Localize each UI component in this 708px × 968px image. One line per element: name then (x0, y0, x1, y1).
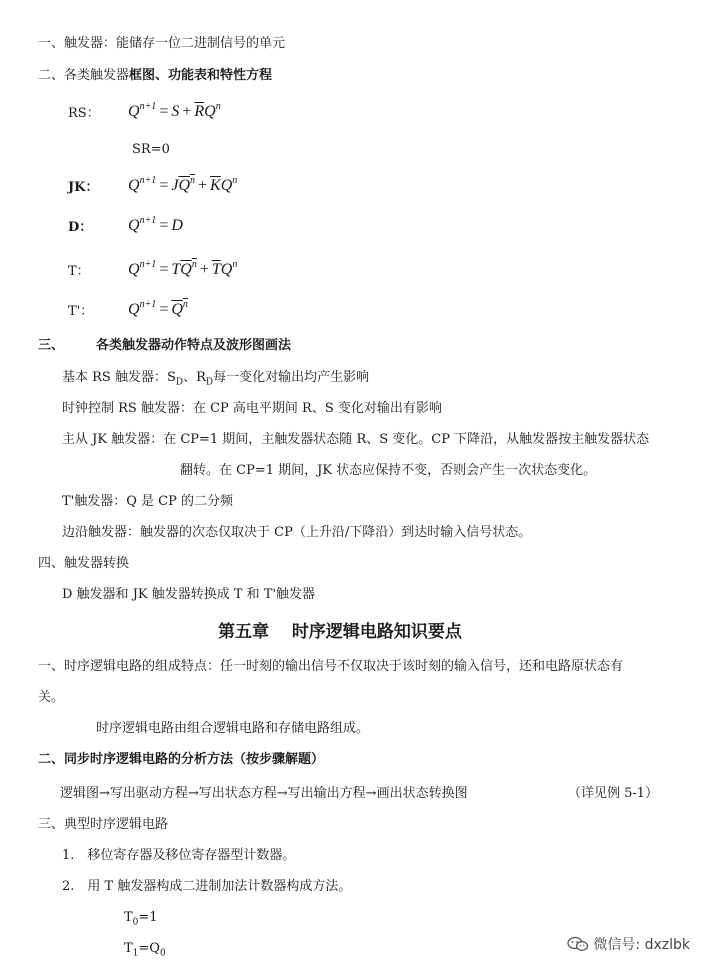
d-equation (128, 216, 183, 236)
basic-rs-mid: 、R (183, 370, 206, 385)
watermark (567, 934, 690, 954)
subscript: 0 (159, 948, 166, 959)
q-symbol: Q (128, 301, 140, 318)
section-3-heading: 各类触发器动作特点及波形图画法 (96, 338, 292, 353)
superscript: n (191, 259, 197, 270)
superscript: n+1 (139, 175, 157, 186)
t-bar-symbol: $\overline{T}$ (211, 261, 221, 278)
t0-value: =1 (138, 910, 158, 925)
t-symbol: T (124, 941, 133, 956)
list-item: 1. 移位寄存器及移位寄存器型计数器。 (62, 848, 296, 863)
section-4-heading: 四、触发器转换 (38, 556, 130, 571)
t-symbol: T (171, 261, 181, 278)
t-label: T： (68, 264, 90, 279)
r-bar-symbol: $\overline{R}$ (194, 103, 205, 120)
superscript: n+1 (139, 215, 157, 226)
plus-sign: + (199, 261, 209, 278)
d-symbol: D (171, 217, 183, 234)
q-symbol: Q (220, 261, 233, 278)
master-slave-jk-text: 主从 JK 触发器：在 CP=1 期间，主触发器状态随 R、S 变化。CP 下降沿，从触发器按主触发器状态 (62, 432, 650, 447)
superscript: n (232, 259, 238, 270)
conversion-text: D 触发器和 JK 触发器转换成 T 和 T'触发器 (62, 587, 316, 602)
t0-equation (124, 910, 158, 931)
d-label: D： (68, 220, 93, 235)
chapter-section-3: 三、典型时序逻辑电路 (38, 817, 169, 832)
jk-label: JK： (68, 180, 99, 195)
watermark-text: 微信号: dxzlbk (593, 937, 690, 953)
superscript: n+1 (139, 101, 157, 112)
master-slave-jk-text-cont: 翻转。在 CP=1 期间，JK 状态应保持不变，否则会产生一次状态变化。 (180, 463, 597, 478)
equals-sign: = (159, 103, 169, 120)
chapter-section-1-note: 时序逻辑电路由组合逻辑电路和存储电路组成。 (96, 721, 370, 736)
q-symbol: Q (128, 103, 140, 120)
example-ref: （详见例 5-1） (568, 786, 659, 801)
superscript: n (232, 175, 238, 186)
q-bar-term (180, 261, 197, 278)
t-prime-equation (128, 300, 188, 320)
q-symbol: Q (180, 261, 192, 278)
sr-constraint: SR=0 (132, 142, 170, 157)
q-symbol: Q (128, 261, 140, 278)
q-symbol: Q (220, 177, 233, 194)
q-symbol: Q (171, 301, 183, 318)
section-1-heading: 一、触发器：能储存一位二进制信号的单元 (38, 36, 286, 51)
s-symbol: S (171, 103, 180, 120)
q-symbol: Q (128, 177, 140, 194)
subscript: 1 (132, 948, 139, 959)
clocked-rs-text: 时钟控制 RS 触发器：在 CP 高电平期间 R、S 变化对输出有影响 (62, 401, 442, 416)
t1-equation (124, 941, 166, 962)
superscript: n (182, 299, 188, 310)
t1-value: =Q (138, 941, 160, 956)
basic-rs-suffix: 每一变化对输出均产生影响 (213, 370, 370, 385)
basic-rs-prefix: 基本 RS 触发器：S (62, 370, 176, 385)
q-bar-term (171, 301, 188, 318)
section-2-bold: 框图、功能表和特性方程 (129, 68, 273, 83)
analysis-steps: 逻辑图→写出驱动方程→写出状态方程→写出输出方程→画出状态转换图 (60, 786, 468, 801)
equals-sign: = (159, 217, 169, 234)
basic-rs-text (62, 370, 369, 391)
k-bar-symbol: $\overline{K}$ (210, 177, 221, 194)
section-2-prefix: 二、各类触发器 (38, 68, 130, 83)
equals-sign: = (159, 177, 169, 194)
rs-label: RS： (68, 106, 100, 121)
edge-trigger-text: 边沿触发器：触发器的次态仅取决于 CP（上升沿/下降沿）到达时输入信号状态。 (62, 525, 532, 540)
list-item: 2. 用 T 触发器构成二进制加法计数器构成方法。 (62, 879, 352, 894)
j-symbol: J (171, 177, 179, 194)
equals-sign: = (159, 261, 169, 278)
t-symbol: T (124, 910, 133, 925)
subscript-d: D (175, 377, 184, 388)
superscript: n (215, 101, 221, 112)
equals-sign: = (159, 301, 169, 318)
q-symbol: Q (204, 103, 216, 120)
t-prime-label: T'： (68, 304, 94, 319)
q-symbol: Q (178, 177, 191, 194)
chapter-section-1-cont: 关。 (38, 690, 65, 705)
q-symbol: Q (128, 217, 140, 234)
chapter-title: 第五章 时序逻辑电路知识要点 (218, 622, 462, 642)
plus-sign: + (182, 103, 192, 120)
jk-equation (128, 176, 237, 196)
t-prime-text: T'触发器：Q 是 CP 的二分频 (62, 494, 233, 509)
wechat-icon (567, 936, 589, 952)
chapter-section-1: 一、时序逻辑电路的组成特点：任一时刻的输出信号不仅取决于该时刻的输入信号，还和电路原状态有 (38, 659, 624, 674)
chapter-section-2: 二、同步时序逻辑电路的分析方法（按步骤解题） (38, 752, 325, 767)
superscript: n (190, 175, 196, 186)
subscript: 0 (132, 917, 139, 928)
section-2-heading (38, 68, 272, 84)
section-3-number: 三、 (38, 338, 65, 353)
superscript: n+1 (139, 259, 157, 270)
superscript: n+1 (139, 299, 157, 310)
plus-sign: + (198, 177, 208, 194)
t-equation (128, 260, 237, 280)
subscript-d: D (205, 377, 214, 388)
rs-equation (128, 102, 221, 122)
q-bar-term (178, 177, 195, 194)
